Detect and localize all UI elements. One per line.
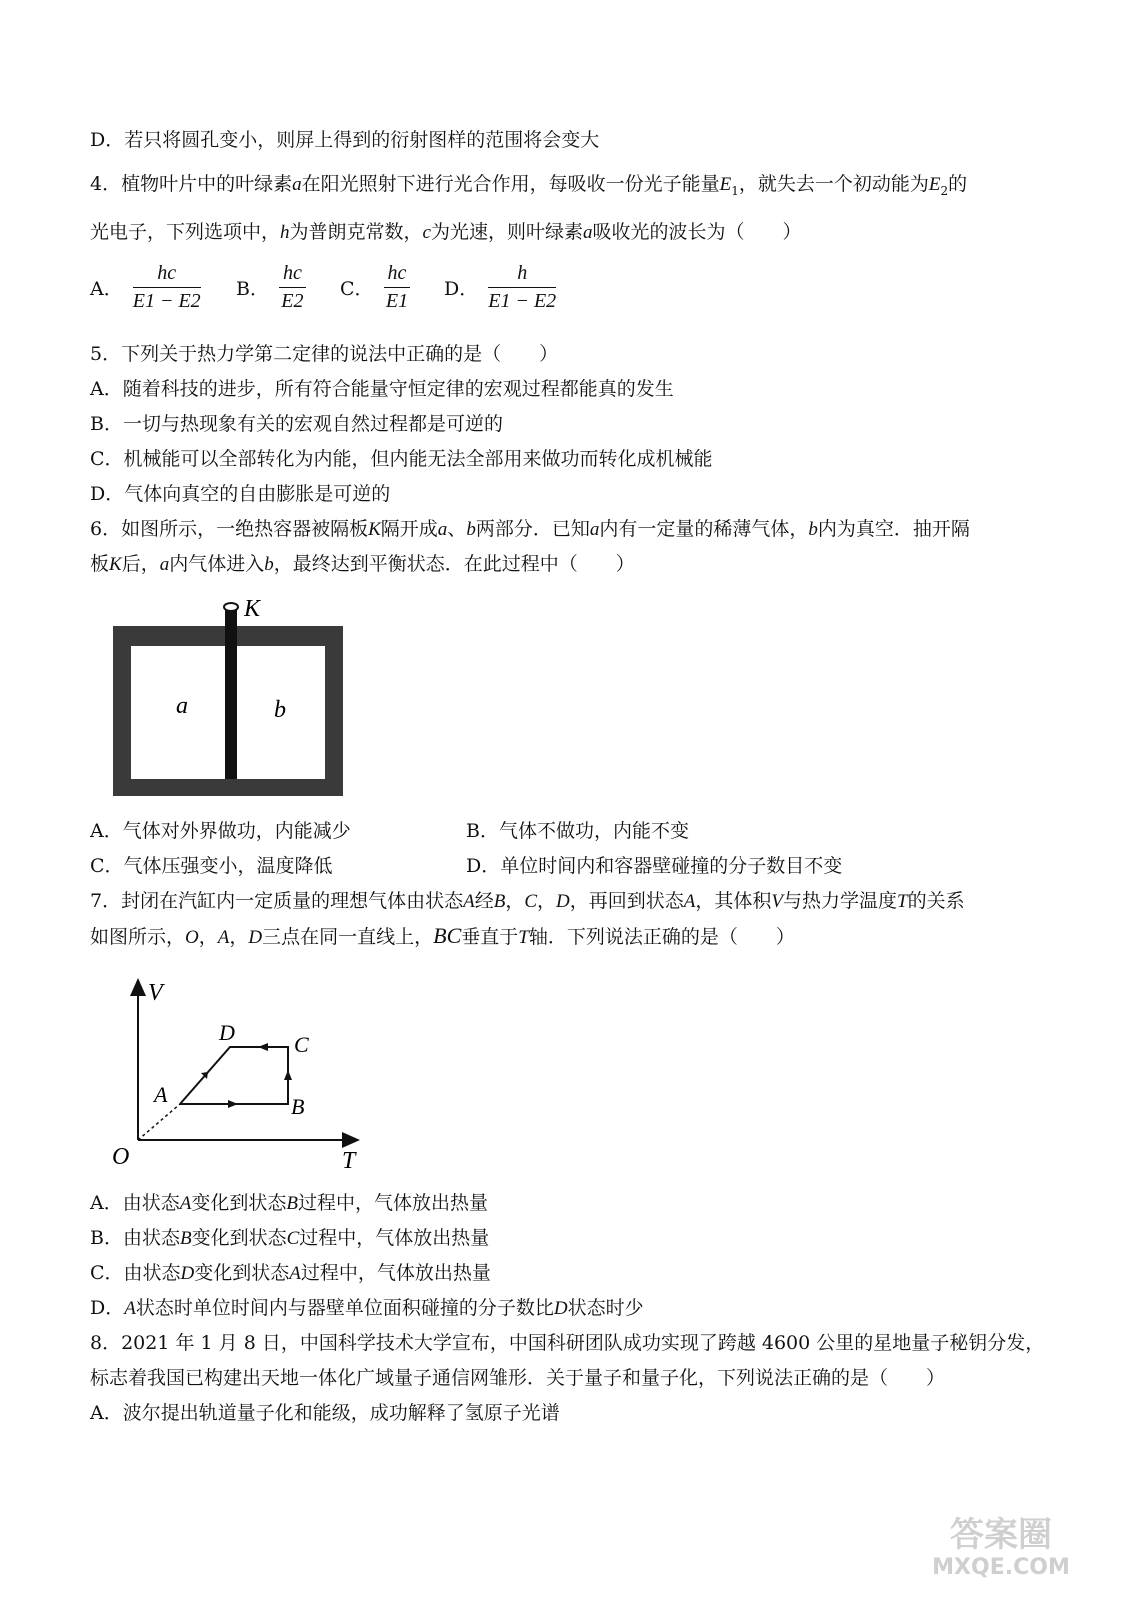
- label-b-point: B: [291, 1094, 305, 1119]
- label-v: V: [148, 980, 163, 1006]
- label-c-point: C: [294, 1032, 309, 1057]
- q5-option-c: C．机械能可以全部转化为内能，但内能无法全部用来做功而转化成机械能: [90, 448, 713, 470]
- label-o: O: [112, 1144, 130, 1170]
- q6-stem-line2: 板K后，a内气体进入b，最终达到平衡状态．在此过程中（ ）: [90, 553, 635, 575]
- watermark-logo: [911, 1510, 1091, 1580]
- q5-stem: 5．下列关于热力学第二定律的说法中正确的是（ ）: [90, 343, 559, 365]
- q6-option-c: C．气体压强变小，温度降低: [90, 855, 333, 877]
- label-t: T: [342, 1148, 356, 1174]
- q6-stem-line1: 6．如图所示，一绝热容器被隔板K隔开成a、b两部分．已知a内有一定量的稀薄气体，b内为真空．抽开隔: [90, 518, 970, 540]
- q8-stem-line1: 8．2021 年 1 月 8 日，中国科学技术大学宣布，中国科研团队成功实现了跨越 4600 公里的星地量子秘钥分发，: [90, 1332, 1045, 1354]
- q7-option-b: B．由状态B变化到状态C过程中，气体放出热量: [90, 1227, 490, 1249]
- q4-stem-line2: 光电子，下列选项中，h为普朗克常数，c为光速，则叶绿素a吸收光的波长为（ ）: [90, 221, 802, 243]
- q5-option-a: A．随着科技的进步，所有符合能量守恒定律的宏观过程都能真的发生: [90, 378, 674, 400]
- q4-option-d: D． $\frac{h}{E1 - E2}$: [444, 262, 557, 312]
- q5-option-d: D．气体向真空的自由膨胀是可逆的: [90, 483, 391, 505]
- q5-option-b: B．一切与热现象有关的宏观自然过程都是可逆的: [90, 413, 503, 435]
- arrow-bc: [284, 1070, 292, 1080]
- q7-option-d: D．A状态时单位时间内与器壁单位面积碰撞的分子数比D状态时少: [90, 1297, 644, 1319]
- q8-option-a: A．波尔提出轨道量子化和能级，成功解释了氢原子光谱: [90, 1402, 560, 1424]
- partition-k: [225, 608, 237, 779]
- label-b: b: [274, 697, 286, 723]
- q6-option-b: B．气体不做功，内能不变: [466, 820, 689, 842]
- arrow-cd: [258, 1043, 268, 1051]
- watermark-bottom: MXQE.COM: [932, 1555, 1070, 1580]
- q4-option-a: A． $\frac{hc}{E1 - E2}$: [90, 262, 201, 312]
- q7-option-c: C．由状态D变化到状态A过程中，气体放出热量: [90, 1262, 491, 1284]
- q7-stem-line1: 7．封闭在汽缸内一定质量的理想气体由状态A经B，C，D，再回到状态A，其体积V与热力学温度T的关系: [90, 890, 965, 912]
- arrow-ab: [228, 1100, 238, 1108]
- label-a: a: [176, 693, 188, 719]
- label-k: K: [244, 596, 261, 622]
- q8-stem-line2: 标志着我国已构建出天地一体化广域量子通信网雏形．关于量子和量子化，下列说法正确的是（ ）: [90, 1367, 946, 1389]
- q7-vt-graph: [108, 972, 373, 1177]
- cycle-path: [180, 1047, 288, 1104]
- dashed-line-oa: [138, 1104, 180, 1140]
- q6-option-a: A．气体对外界做功，内能减少: [90, 820, 351, 842]
- partition-knob: [224, 603, 238, 611]
- q7-option-a: A．由状态A变化到状态B过程中，气体放出热量: [90, 1192, 488, 1214]
- watermark-top: 答案圈: [950, 1515, 1052, 1555]
- q6-option-d: D．单位时间内和容器壁碰撞的分子数目不变: [466, 855, 843, 877]
- q4-option-c: C． $\frac{hc}{E1}$: [340, 262, 414, 313]
- q4-option-b: B． $\frac{hc}{E2}$: [236, 262, 310, 313]
- q7-stem-line2: 如图所示，O，A，D三点在同一直线上，BC垂直于T轴．下列说法正确的是（ ）: [90, 923, 795, 948]
- label-d-point: D: [219, 1020, 235, 1045]
- q6-container-figure: [108, 596, 348, 802]
- label-a-point: A: [154, 1082, 168, 1107]
- q3-option-d: D．若只将圆孔变小，则屏上得到的衍射图样的范围将会变大: [90, 129, 600, 151]
- q4-stem-line1: 4．植物叶片中的叶绿素a在阳光照射下进行光合作用，每吸收一份光子能量$E_1$，就失去一个初动能为$E_2$的: [90, 173, 968, 198]
